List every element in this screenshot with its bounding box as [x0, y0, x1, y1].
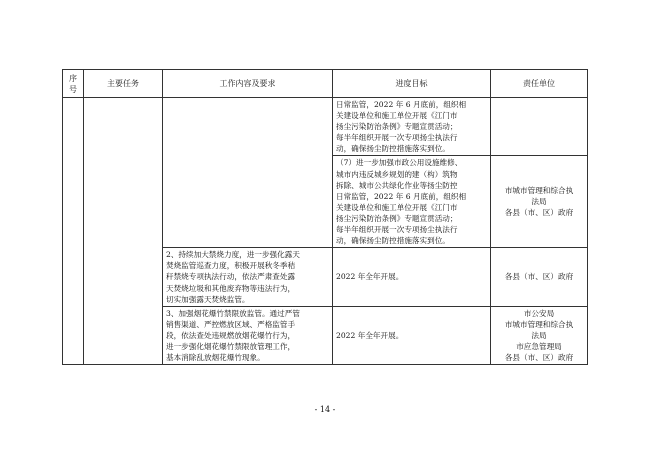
goal-line: 日常监管，2022 年 6 月底前，组织相: [336, 191, 467, 201]
requirement-line: 段，依法查处违规燃放烟花爆竹行为，: [166, 330, 296, 340]
goal-line: 扬尘污染防治条例》专题宣贯活动；: [336, 213, 458, 223]
header-serial-number: [63, 70, 84, 98]
progress-goal-cell: [333, 156, 491, 248]
requirement-cell: [163, 248, 333, 306]
requirement-line: 基本消除乱放烟花爆竹现象。: [166, 353, 265, 363]
requirement-line: 3、加强烟花爆竹禁限放监管。通过严管: [166, 308, 300, 318]
header-requirement: 工作内容及要求: [163, 70, 333, 98]
goal-line: 城市内违反城乡规划的建（构）筑物: [336, 169, 458, 179]
goal-line: 每半年组织开展一次专项扬尘执法行: [336, 133, 458, 143]
serial-cell: [63, 98, 84, 365]
unit-line: 法局: [531, 197, 547, 207]
progress-goal-cell: [333, 98, 491, 156]
requirement-line: 切实加强露天焚烧监管。: [166, 294, 250, 304]
goal-line: 关建设单位和施工单位开展《江门市: [336, 111, 458, 121]
goal-line: 动，确保扬尘防控措施落实到位。: [336, 236, 450, 246]
goal-line: 每半年组织开展一次专项扬尘执法行: [336, 225, 458, 235]
responsible-unit-cell: [491, 98, 588, 156]
requirement-cell: [163, 306, 333, 364]
goal-line: 动，确保扬尘防控措施落实到位。: [336, 144, 450, 154]
responsible-unit-cell: [491, 306, 588, 364]
task-table: [62, 69, 588, 365]
unit-line: 市城市管理和综合执: [504, 319, 574, 329]
goal-line: 关建设单位和施工单位开展《江门市: [336, 202, 458, 212]
header-serial-line-2: 号: [69, 84, 77, 94]
progress-goal-cell: 2022 年全年开展。: [333, 248, 491, 306]
unit-line: 市城市管理和综合执: [504, 186, 574, 196]
header-progress-goal: 进度目标: [333, 70, 491, 98]
unit-line: 市应急管理局: [516, 341, 562, 351]
responsible-unit-cell: [491, 156, 588, 248]
unit-line: 法局: [531, 330, 547, 340]
goal-line: 拆除、城市公共绿化作业等扬尘防控: [336, 180, 458, 190]
goal-line: 扬尘污染防治条例》专题宣贯活动；: [336, 122, 458, 132]
header-serial-line-1: 序: [69, 73, 77, 83]
unit-line: 市公安局: [523, 308, 555, 318]
requirement-cell: [163, 98, 333, 248]
responsible-unit-cell: [491, 248, 588, 306]
unit-line: 各县（市、区）政府: [504, 208, 574, 218]
requirement-line: 天焚烧垃圾和其他废弃物等违法行为，: [166, 283, 296, 293]
requirement-line: 2、持续加大禁烧力度，进一步强化露天: [166, 250, 300, 260]
header-main-task: 主要任务: [84, 70, 163, 98]
requirement-line: 进一步强化烟花爆竹禁限放管理工作，: [166, 341, 296, 351]
unit-line: 各县（市、区）政府: [504, 272, 574, 282]
main-task-cell: [84, 98, 163, 365]
table-header-row: [63, 70, 588, 98]
requirement-line: 秆禁烧专项执法行动，依法严肃查处露: [166, 272, 296, 282]
table-row: [63, 98, 588, 156]
header-responsible-unit: 责任单位: [491, 70, 588, 98]
goal-line: 日常监管，2022 年 6 月底前，组织相: [336, 100, 467, 109]
goal-line: （7）进一步加强市政公用设施维修、: [336, 158, 463, 168]
progress-goal-cell: 2022 年全年开展。: [333, 306, 491, 364]
page-number: - 14 -: [314, 405, 336, 414]
requirement-line: 焚烧监管巡查力度，积极开展秋冬季秸: [166, 261, 296, 271]
unit-line: 各县（市、区）政府: [504, 353, 574, 363]
requirement-line: 销售渠道、严控燃放区域、严格监管手: [166, 319, 296, 329]
